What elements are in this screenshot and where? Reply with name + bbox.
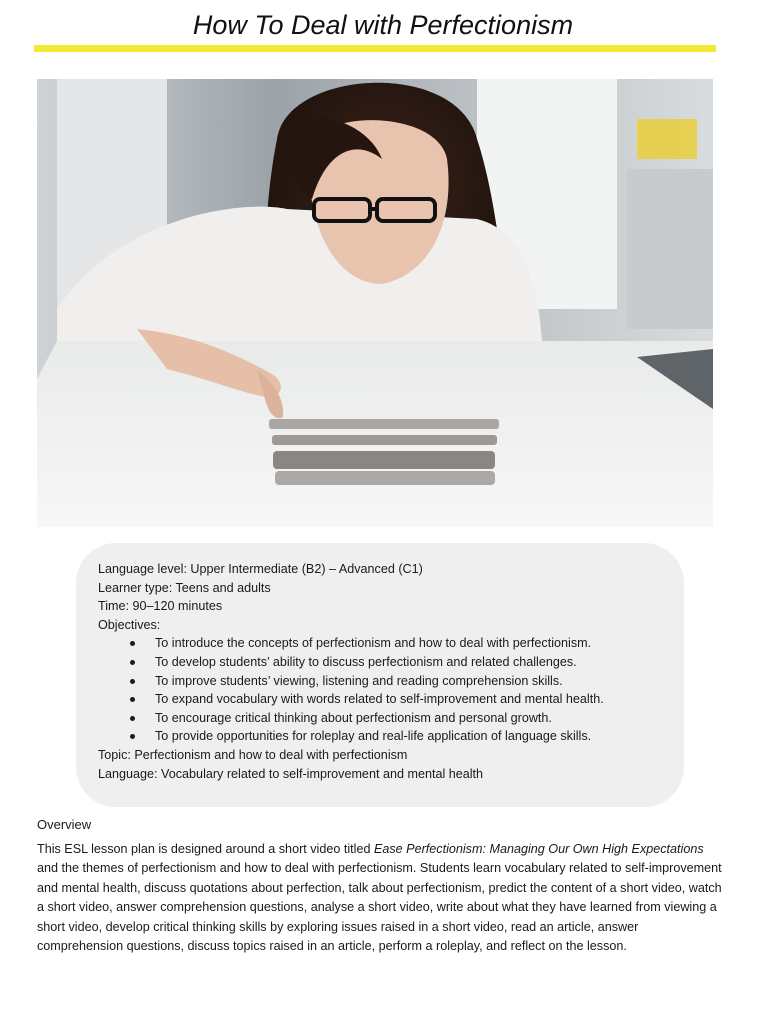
learner-type-value: : Teens and adults (168, 580, 271, 595)
topic-value: : Perfectionism and how to deal with perfectionism (127, 747, 408, 762)
title-underline (34, 45, 716, 52)
language-label: Language: (98, 766, 158, 781)
topic-label: Topic (98, 747, 128, 762)
list-item: To provide opportunities for roleplay and real-life application of language skills. (130, 727, 684, 746)
time-row (98, 597, 684, 616)
topic-row (98, 746, 684, 765)
overview-heading: Overview (37, 817, 92, 832)
language-level-value: : Upper Intermediate (B2) – Advanced (C1) (183, 562, 423, 576)
language-row (98, 765, 684, 784)
language-level-label: Language level (98, 562, 184, 576)
overview-intro: This ESL lesson plan is designed around a short video titled (37, 842, 374, 856)
learner-type-label: Learner type (98, 580, 169, 595)
list-item: To introduce the concepts of perfectionism and how to deal with perfectionism. (130, 634, 684, 653)
lesson-info-box (76, 543, 684, 807)
objectives-colon: : (156, 617, 161, 632)
list-item: To develop students’ ability to discuss perfectionism and related challenges. (130, 653, 684, 672)
overview-paragraph (37, 840, 727, 956)
objectives-list (98, 634, 684, 746)
objectives-label: Objectives (98, 617, 157, 632)
woman-aligning-paper-clips-photo (37, 79, 713, 527)
overview-body: and the themes of perfectionism and how to deal with perfectionism. Students learn vocabulary related to self-improvement and mental health, discuss quotations about perfection, talk about perfectionism, predict the content of a short video, watch a short video, answer comprehension questions, analyse a short video, write about what they have learned from viewing a short video, develop critical thinking skills by exploring issues raised in a short video, read an article, answer comprehension questions, discuss topics raised in an article, perform a roleplay, and reflect on the lesson. (37, 861, 722, 954)
page-title: How To Deal with Perfectionism (192, 10, 574, 40)
learner-type-row (98, 579, 684, 598)
video-title: Ease Perfectionism: Managing Our Own High Expectations (373, 842, 704, 856)
objectives-row (98, 616, 684, 635)
language-level-row (98, 560, 684, 579)
language-value: Vocabulary related to self-improvement and mental health (157, 766, 484, 781)
list-item: To improve students’ viewing, listening and reading comprehension skills. (130, 672, 684, 691)
list-item: To encourage critical thinking about perfectionism and personal growth. (130, 709, 684, 728)
list-item: To expand vocabulary with words related to self-improvement and mental health. (130, 690, 684, 709)
time-value: : 90–120 minutes (125, 599, 223, 614)
time-label: Time (98, 599, 126, 614)
